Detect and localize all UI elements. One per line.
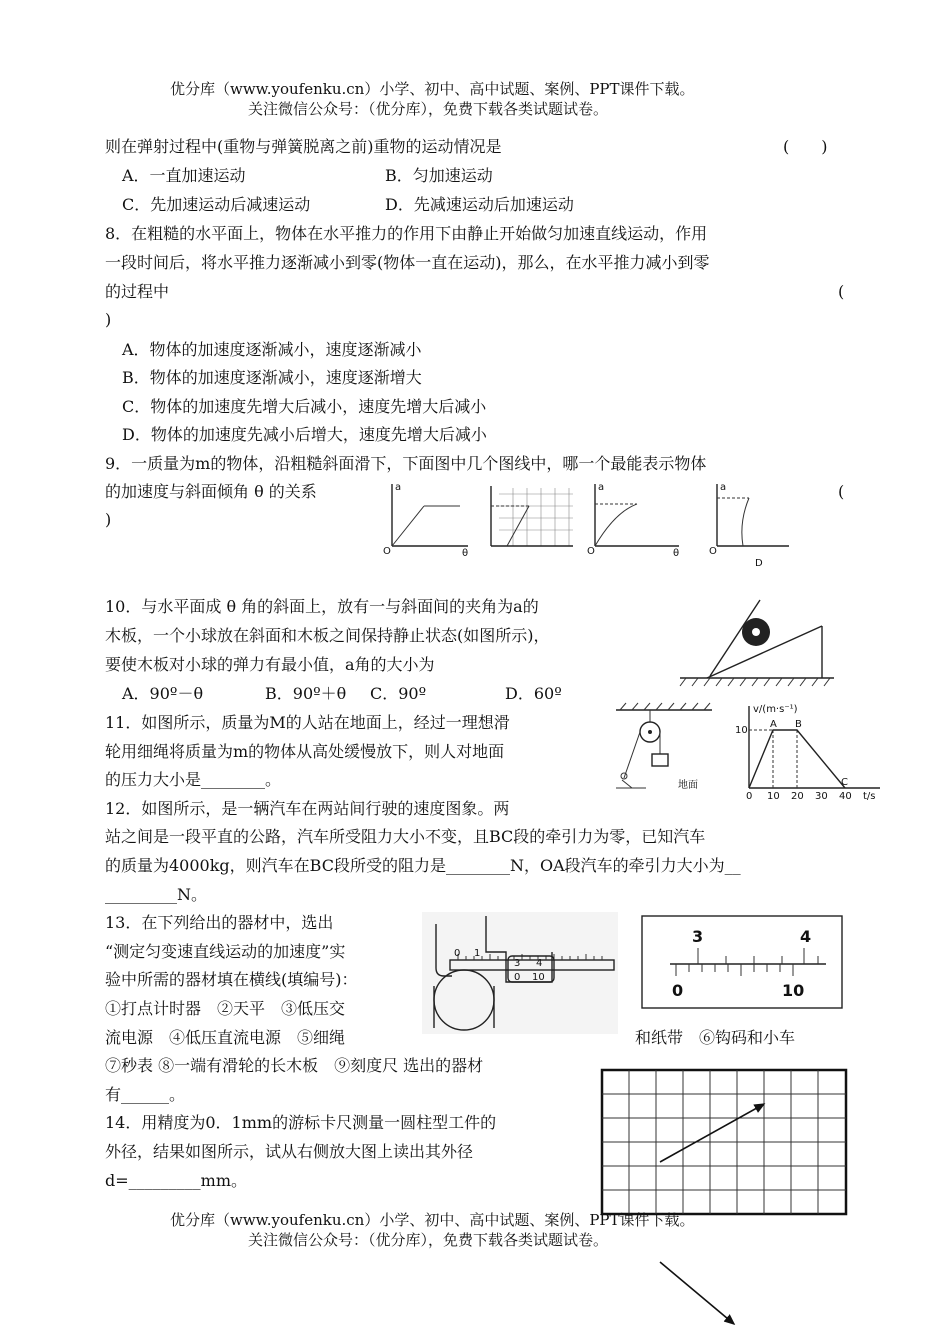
- header-line-1: 优分库（www.youfenku.cn）小学、初中、高中试题、案例、PPT课件下载。: [170, 80, 695, 98]
- q9-graph-a-axis-theta: θ: [462, 548, 469, 559]
- q9-graph-b: [485, 480, 577, 555]
- caliper-main-1: 1: [474, 948, 481, 959]
- q7-answer-paren: ( ): [783, 137, 828, 156]
- caliper-main-3: 3: [514, 958, 521, 969]
- q14-line-2: 外径，结果如图所示，试从右侧放大图上读出其外径: [105, 1142, 474, 1161]
- q13-line-5a: 流电源 ④低压直流电源 ⑤细绳: [105, 1028, 346, 1047]
- q9-line-2: 的加速度与斜面倾角 θ 的关系: [105, 482, 317, 501]
- q12-graph-ylabel: v/(m·s⁻¹): [753, 704, 798, 715]
- q11-pulley-figure: [612, 700, 732, 792]
- q12-xtick-30: 30: [815, 791, 828, 802]
- q8-line-2: 一段时间后，将水平推力逐渐减小到零(物体一直在运动)，那么，在水平推力减小到零: [105, 253, 710, 272]
- enlarged-vernier-10: 10: [782, 981, 805, 1000]
- q10-option-c: C．90º: [370, 684, 427, 703]
- q12-point-c: C: [841, 777, 848, 788]
- q12-line-2: 站之间是一段平直的公路，汽车所受阻力大小不变，且BC段的牵引力为零，已知汽车: [105, 827, 706, 846]
- q12-point-b: B: [795, 719, 802, 730]
- q10-line-3: 要使木板对小球的弹力有最小值，a角的大小为: [105, 655, 435, 674]
- enlarged-main-3: 3: [692, 927, 704, 946]
- q12-xtick-20: 20: [791, 791, 804, 802]
- q8-paren-open: (: [838, 282, 845, 301]
- q12-point-a: A: [770, 719, 777, 730]
- q7-stem: 则在弹射过程中(重物与弹簧脱离之前)重物的运动情况是: [105, 137, 502, 156]
- q10-line-2: 木板，一个小球放在斜面和木板之间保持静止状态(如图所示)，: [105, 626, 550, 645]
- q12-graph-ytick: 10: [735, 725, 748, 736]
- q13-line-1: 13．在下列给出的器材中，选出: [105, 913, 334, 932]
- q11-line-3: 的压力大小是________。: [105, 770, 282, 789]
- q7-option-c: C．先加速运动后减速运动: [122, 195, 311, 214]
- q14-enlarged-scale: [640, 914, 846, 1014]
- q10-incline-figure: [672, 596, 842, 688]
- q9-graph-c-origin: O: [587, 546, 595, 557]
- caliper-main-4: 4: [536, 958, 543, 969]
- q10-option-a: A．90º－θ: [122, 684, 204, 703]
- q8-paren-close: ): [105, 310, 112, 329]
- q10-option-b: B．90º＋θ: [265, 684, 347, 703]
- q9-graph-c-axis-theta: θ: [673, 548, 680, 559]
- q12-vt-graph: [735, 700, 895, 800]
- vector-grid-figure: [598, 1066, 850, 1336]
- q9-graph-d-label: D: [755, 558, 763, 569]
- q7-option-a: A．一直加速运动: [122, 166, 246, 185]
- q7-option-b: B．匀加速运动: [385, 166, 493, 185]
- q12-line-3: 的质量为4000kg，则汽车在BC段所受的阻力是________N，OA段汽车的牵引力大小为__: [105, 856, 741, 875]
- q9-graph-a: [378, 478, 473, 559]
- q12-xtick-10: 10: [767, 791, 780, 802]
- q9-paren-open: (: [838, 482, 845, 501]
- q12-line-4: _________N。: [105, 885, 208, 904]
- q9-graph-c: [585, 478, 683, 559]
- enlarged-main-4: 4: [800, 927, 812, 946]
- q8-option-d: D．物体的加速度先减小后增大，速度先增大后减小: [122, 425, 487, 444]
- q13-line-3: 验中所需的器材填在横线(填编号)：: [105, 970, 358, 989]
- q8-line-1: 8．在粗糙的水平面上，物体在水平推力的作用下由静止开始做匀加速直线运动，作用: [105, 224, 708, 243]
- q8-option-b: B．物体的加速度逐渐减小，速度逐渐增大: [122, 368, 422, 387]
- q11-line-1: 11．如图所示，质量为M的人站在地面上，经过一理想滑: [105, 713, 510, 732]
- q13-line-6: ⑦秒表 ⑧一端有滑轮的长木板 ⑨刻度尺 选出的器材: [105, 1056, 484, 1075]
- q13-line-7: 有______。: [105, 1085, 186, 1104]
- footer-line-2: 关注微信公众号：（优分库），免费下载各类试题试卷。: [248, 1231, 609, 1249]
- q9-graph-d-axis-a: a: [720, 482, 727, 493]
- q11-ground-label: 地面: [678, 780, 698, 791]
- q14-line-1: 14．用精度为0．1mm的游标卡尺测量一圆柱型工件的: [105, 1113, 497, 1132]
- enlarged-vernier-0: 0: [672, 981, 684, 1000]
- header-line-2: 关注微信公众号：（优分库），免费下载各类试题试卷。: [248, 100, 609, 118]
- q10-option-d: D．60º: [505, 684, 562, 703]
- q8-option-c: C．物体的加速度先增大后减小，速度先增大后减小: [122, 397, 487, 416]
- q9-graph-c-axis-a: a: [598, 482, 605, 493]
- q9-graph-d-origin: O: [709, 546, 717, 557]
- q12-xtick-0: 0: [746, 791, 753, 802]
- q8-option-a: A．物体的加速度逐渐减小，速度逐渐减小: [122, 340, 422, 359]
- q13-line-2: “测定匀变速直线运动的加速度”实: [105, 942, 346, 961]
- q9-graph-a-axis-a: a: [395, 482, 402, 493]
- q7-option-d: D．先减速运动后加速运动: [385, 195, 574, 214]
- footer-line-1: 优分库（www.youfenku.cn）小学、初中、高中试题、案例、PPT课件下载。: [170, 1211, 695, 1229]
- q14-caliper-figure: [422, 912, 618, 1034]
- q12-xtick-40: 40: [839, 791, 852, 802]
- q12-graph-xlabel: t/s: [863, 791, 876, 802]
- caliper-vernier-10: 10: [532, 972, 545, 983]
- caliper-main-0: 0: [454, 948, 461, 959]
- q9-line-1: 9．一质量为m的物体，沿粗糙斜面滑下，下面图中几个图线中，哪一个最能表示物体: [105, 454, 707, 473]
- q13-line-5b: 和纸带 ⑥钩码和小车: [635, 1028, 796, 1047]
- caliper-vernier-0: 0: [514, 972, 521, 983]
- q13-line-4: ①打点计时器 ②天平 ③低压交: [105, 999, 346, 1018]
- q10-line-1: 10．与水平面成 θ 角的斜面上，放有一与斜面间的夹角为a的: [105, 597, 539, 616]
- q11-line-2: 轮用细绳将质量为m的物体从高处缓慢放下，则人对地面: [105, 742, 505, 761]
- q8-line-3: 的过程中: [105, 282, 170, 301]
- q9-graph-a-origin: O: [383, 546, 391, 557]
- q12-line-1: 12．如图所示，是一辆汽车在两站间行驶的速度图象。两: [105, 799, 510, 818]
- q9-graph-d: [705, 478, 793, 570]
- q9-paren-close: ): [105, 510, 112, 529]
- q14-line-3: d=_________mm。: [105, 1171, 247, 1190]
